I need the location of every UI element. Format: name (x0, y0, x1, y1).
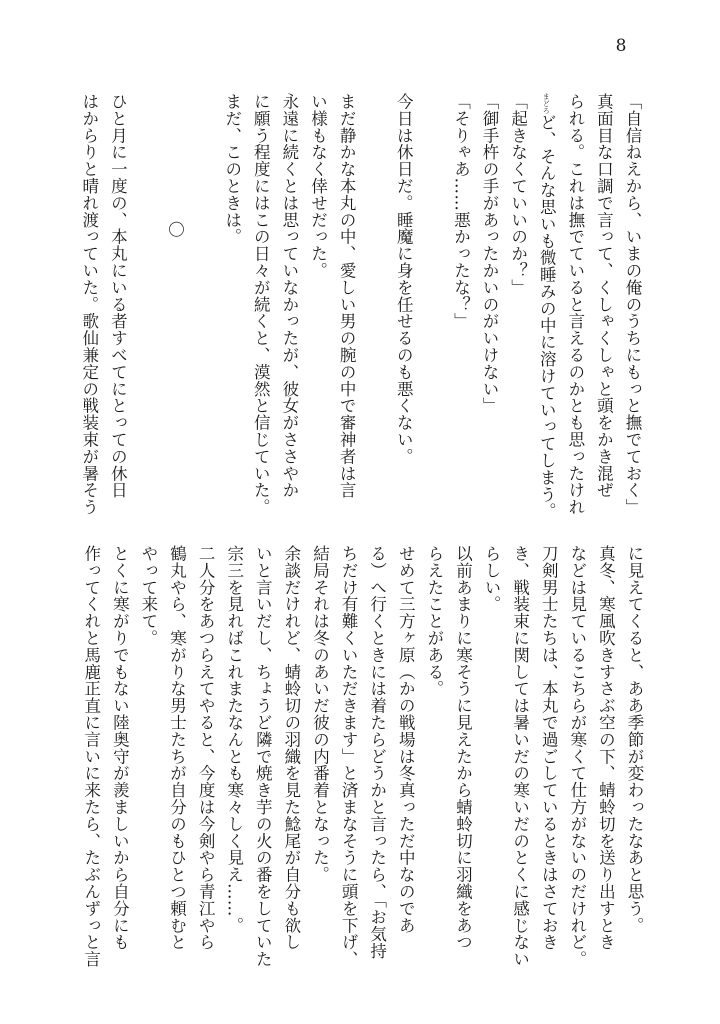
text-line: 鶴丸やら、寒がりな男士たちが自分のもひとつ頼むと (167, 545, 187, 951)
text-line: 宗三を見ればこれまたなんとも寒々しく見え……。 (224, 545, 244, 934)
text-line: はからりと晴れ渡っていた。歌仙兼定の戦装束が暑そう (79, 93, 99, 516)
text-line: き、戦装束に関しては暑いだの寒いだのとくに感じない (510, 545, 530, 968)
text-line: ひと月に一度の、本丸にいる者すべてにとっての休日 (108, 93, 128, 499)
page-number: 8 (615, 36, 627, 56)
text-line: 二人分をあつらえてやると、今度は今剣やら青江やら (196, 545, 216, 951)
text-line: られる。これは撫でていると言えるのかとも思ったけれ (565, 93, 585, 516)
upper-text-block (74, 93, 646, 520)
text-line: やって来て。 (138, 545, 158, 647)
text-line: 作ってくれと馬鹿正直に言いに来たら、たぶんずっと言 (81, 545, 101, 968)
text-line-with-ruby (532, 93, 561, 520)
text-line: 真冬、寒風吹きすさぶ空の下、蜻蛉切を送り出すとき (596, 545, 616, 951)
text-line: らしい。 (482, 545, 502, 613)
blank-line (417, 93, 446, 513)
blank-line (360, 93, 389, 513)
text-line: 永遠に続くとは思っていなかったが、彼女がささやか (279, 93, 299, 499)
text-line: せめて三方ヶ原（かの戦場は冬真っただ中なのであ (396, 545, 416, 934)
text-line: ちだけ有難くいただきます」と済まなそうに頭を下げ、 (339, 545, 359, 968)
text-line: 真面目な口調で言って、くしゃくしゃと頭をかき混ぜ (594, 93, 614, 499)
text-line: まだ静かな本丸の中、愛しい男の腕の中で審神者は言 (337, 93, 357, 499)
ruby-annotation: まどろ (542, 93, 551, 114)
text-line: ど、そんな思いも微睡みの中に溶けていってしまう。 (537, 114, 557, 520)
text-line: る）へ行くときには着たらどうかと言ったら、「お気持 (367, 545, 387, 960)
section-break-circle: 〇 (165, 221, 185, 238)
blank-line (189, 93, 218, 513)
text-line: まだ、このときは。 (222, 93, 242, 246)
lower-text-block (76, 545, 648, 968)
text-line: 余談だけれど、蜻蛉切の羽織を見た鯰尾が自分も欲し (281, 545, 301, 951)
text-line: とくに寒がりでもない陸奥守が羨ましいから自分にも (110, 545, 130, 951)
blank-line (131, 93, 160, 513)
text-line: 結局それは冬のあいだ彼の内番着となった。 (310, 545, 330, 883)
text-line: に見えてくると、ああ季節が変わったなあと思う。 (625, 545, 644, 934)
text-line: いと言いだし、ちょうど隣で焼き芋の火の番をしていた (253, 545, 273, 968)
text-line: 今日は休日だ。睡魔に身を任せるのも悪くない。 (394, 93, 414, 465)
text-line: 「自信ねえから、いまの俺のうちにもっと撫でておく」 (623, 93, 642, 516)
text-line: らえたことがある。 (424, 545, 444, 698)
text-line: 「御手杵の手があったかいのがいけない」 (480, 93, 500, 415)
text-line: 「そりゃあ……悪かったな？」 (451, 93, 471, 330)
text-line: に願う程度にはこの日々が続くと、漠然と信じていた。 (251, 93, 271, 516)
text-line: などは見ているこちらが寒くて仕方がないのだけれど。 (567, 545, 587, 968)
text-line: 刀剣男士たちは、本丸で過ごしているときはさておき (539, 545, 559, 951)
text-line: 「起きなくていいのか？」 (508, 93, 528, 296)
text-line: 以前あまりに寒そうに見えたから蜻蛉切に羽織をあつ (453, 545, 473, 951)
text-line: い様もなく倖せだった。 (308, 93, 328, 279)
